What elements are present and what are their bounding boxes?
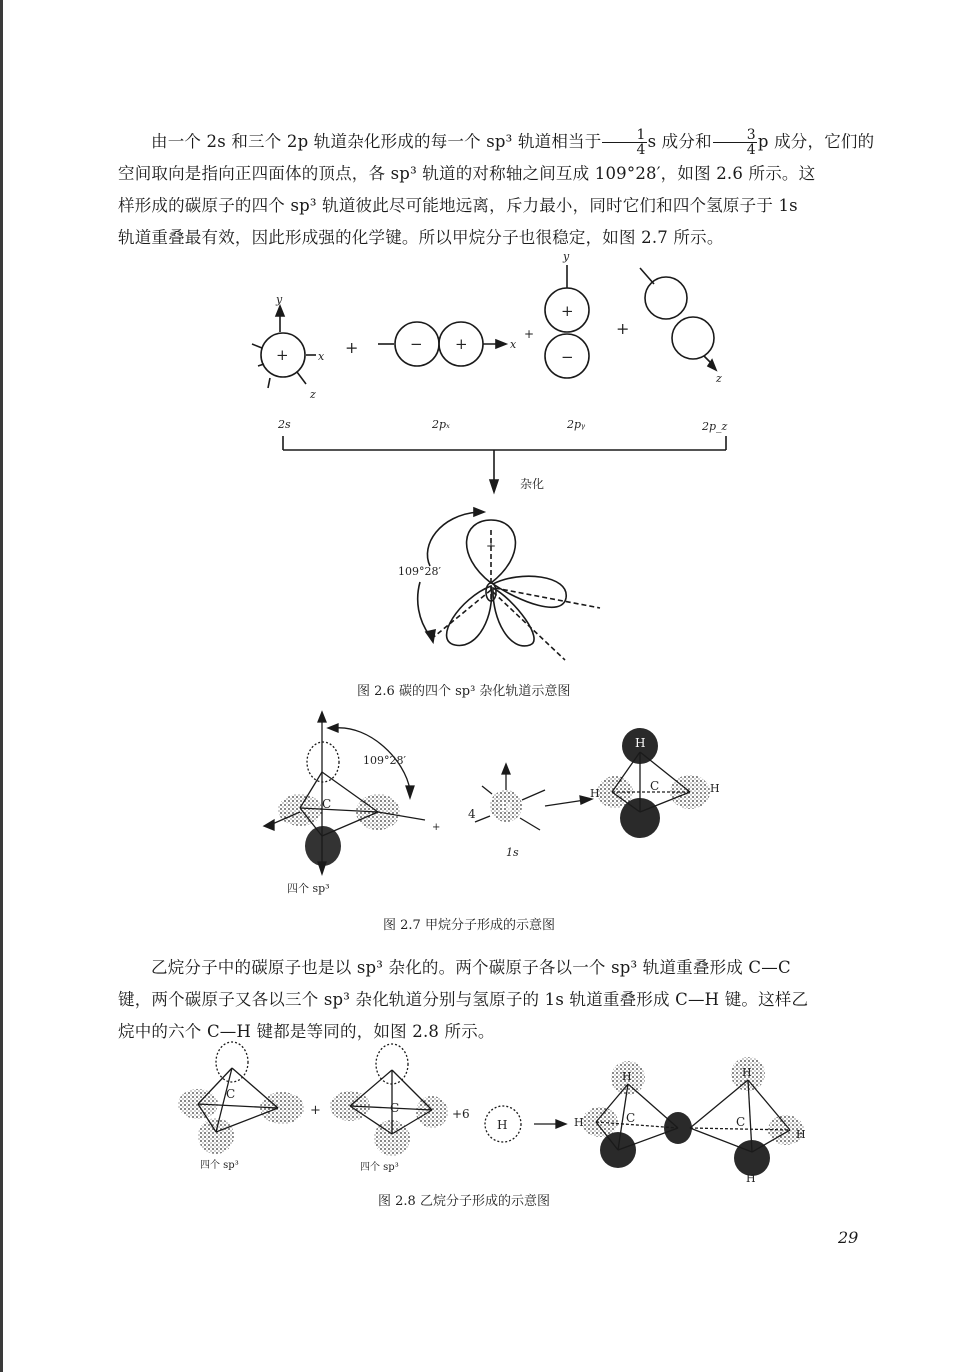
hydrogen-label: H [622,1070,632,1083]
axis-y-label: y [563,250,570,263]
label-2pz: 2p_z [702,420,728,433]
hydrogen-label: H [497,1118,508,1132]
carbon-label: C [650,779,660,793]
label-1s: 1s [506,846,519,859]
paragraph-1 [118,126,888,254]
hydrogen-label: H [590,787,600,800]
paragraph-1-line-4: 轨道重叠最有效，因此形成强的化学键。所以甲烷分子也很稳定，如图 2.7 所示。 [118,228,724,247]
hydrogen-label: H [635,736,646,750]
sp3-lobe-left [447,586,492,645]
text-run: 由一个 2s 和三个 2p 轨道杂化形成的每一个 sp³ 轨道相当于 [151,132,602,151]
carbon-label: C [390,1101,400,1115]
paragraph-1-line-2: 空间取向是指向正四面体的顶点，各 sp³ 轨道的对称轴之间互成 109°28′，如图 2.6 所示。这 [118,164,816,183]
carbon-label: C [736,1115,746,1129]
hybrid-label: 杂化 [520,477,545,491]
figure-2-8-caption: 图 2.8 乙烷分子形成的示意图 [378,1194,550,1209]
label-2px: 2pₓ [432,418,450,431]
sp3-label: 四个 sp³ [200,1160,239,1171]
lobe-top [307,742,339,782]
text-run: s 成分和 [647,132,712,151]
orbital-2pz-positive [645,277,687,319]
figure-2-8 [0,1040,980,1190]
fraction-one-quarter: $\frac{1}{4}$ [602,128,646,157]
plus-sign: + [524,327,535,341]
paragraph-2-line-2: 键，两个碳原子又各以三个 sp³ 杂化轨道分别与氢原子的 1s 轨道重叠形成 C—H 键。这样乙 [118,990,809,1009]
sp3-label: 四个 sp³ [360,1162,399,1173]
minus-sign: − [561,348,574,366]
lobe-bottom [305,826,341,866]
figure-2-6 [0,250,980,690]
axis-z-label: z [716,372,722,385]
plus-sign: + [432,822,441,833]
label-2s: 2s [278,418,291,431]
paragraph-1-line-3: 样形成的碳原子的四个 sp³ 轨道彼此尽可能地远离，斥力最小，同时它们和四个氢原子于 1s [118,196,798,215]
plus-sign: + [616,319,630,338]
plus-sign: + [310,1103,321,1118]
angle-label: 109°28′ [398,565,441,578]
paragraph-2-line-1: 乙烷分子中的碳原子也是以 sp³ 杂化的。两个碳原子各以一个 sp³ 轨道重叠形成 C—C [151,958,791,977]
axis-y-label: y [276,293,283,306]
paragraph-2-line-3: 烷中的六个 C—H 键都是等同的，如图 2.8 所示。 [118,1022,495,1041]
carbon-label: C [322,797,332,811]
label-2py: 2pᵧ [567,418,586,431]
fraction-three-quarters: $\frac{3}{4}$ [713,128,757,157]
minus-sign: − [410,335,423,353]
angle-label: 109°28′ [363,754,406,767]
hydrogen-label: H [746,1172,756,1185]
plus6-label: +6 [452,1107,470,1121]
lobe-left [278,794,322,826]
figure-2-7 [0,710,980,905]
hydrogen-label: H [796,1128,806,1141]
sp3-label: 四个 sp³ [287,882,330,895]
plus-sign: + [276,346,289,364]
plus-sign: + [486,539,497,553]
axis-z-label: z [310,388,316,401]
page-number: 29 [838,1228,859,1247]
carbon-label: C [226,1087,236,1101]
hydrogen-label: H [742,1066,752,1079]
text-run: p 成分，它们的 [757,132,875,151]
axis-x-label: x [318,350,325,363]
paragraph-1-line-1 [118,126,888,158]
coefficient-4: 4 [468,807,476,821]
paragraph-2 [118,952,888,1048]
sp3-lobe-right [493,576,566,607]
axis-x-label: x [510,338,517,351]
hydrogen-label: H [501,800,512,814]
orbital-2pz-negative [672,317,714,359]
hydrogen-label: H [710,782,720,795]
plus-sign: + [455,335,468,353]
plus-sign: + [561,302,574,320]
plus-sign: + [345,338,359,357]
hydrogen-label: H [574,1116,584,1129]
figure-2-6-caption: 图 2.6 碳的四个 sp³ 杂化轨道示意图 [357,684,571,699]
carbon-label: C [626,1111,636,1125]
figure-2-7-caption: 图 2.7 甲烷分子形成的示意图 [383,918,555,933]
